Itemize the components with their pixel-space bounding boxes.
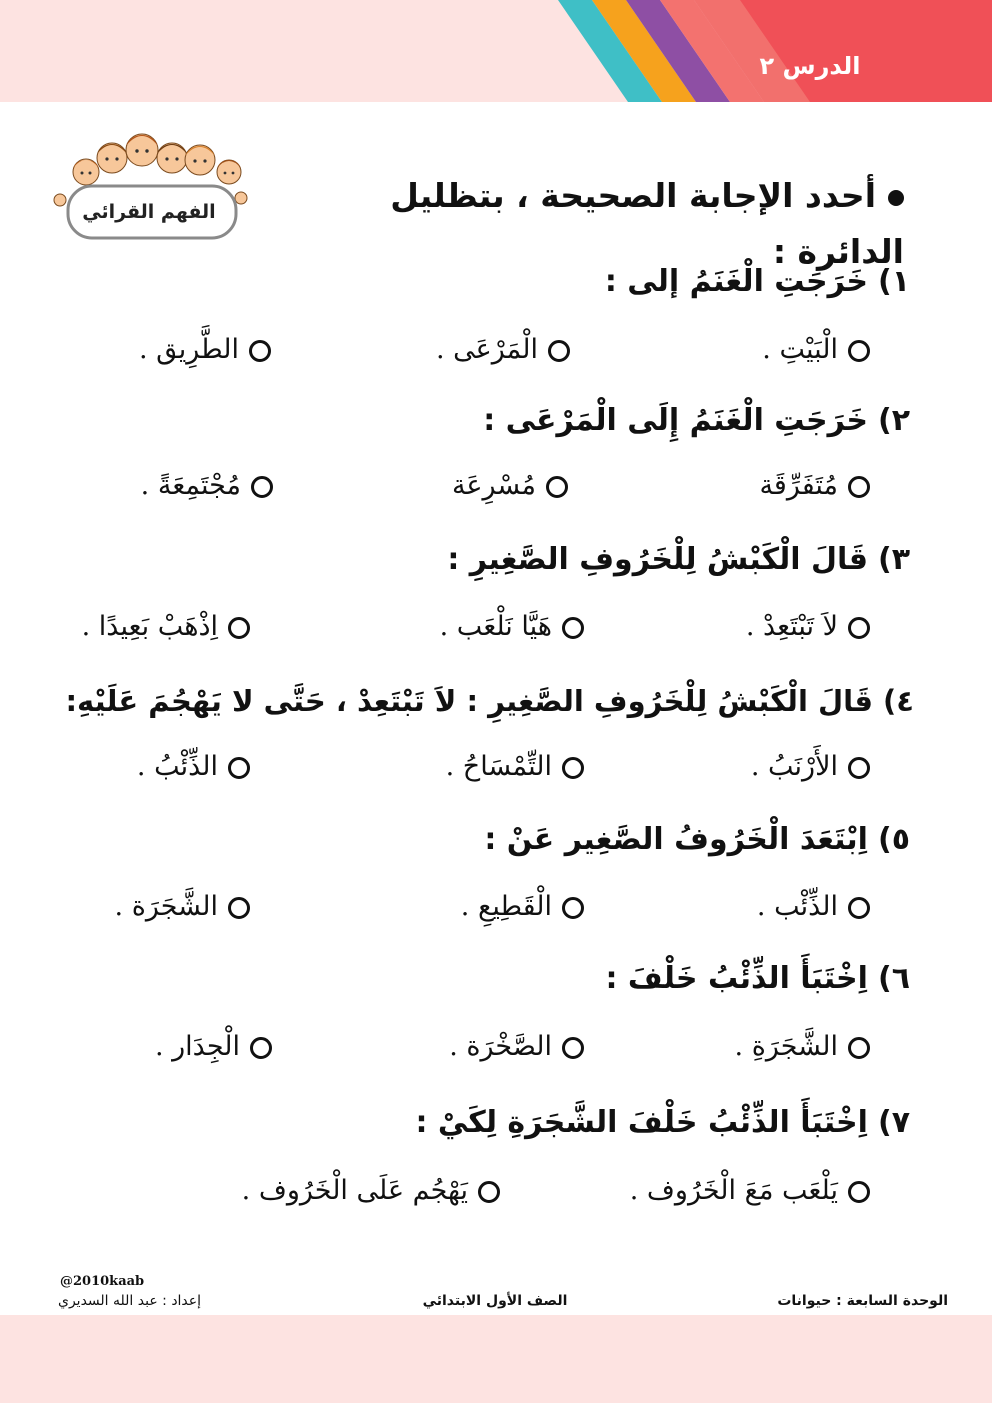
option-1-c[interactable]: الطَّرِيق . <box>139 328 271 372</box>
question-text: قَالَ الْكَبْشُ لِلْخَرُوفِ الصَّغِيرِ : <box>447 542 868 577</box>
answer-circle-icon[interactable] <box>562 897 584 919</box>
question-3 <box>447 535 910 585</box>
option-2-c[interactable]: مُجْتَمِعَةً . <box>141 464 273 508</box>
option-2-a[interactable]: مُتَفَرِّقَة <box>759 464 870 508</box>
question-text: خَرَجَتِ الْغَنَمُ إِلَى الْمَرْعَى : <box>483 403 868 438</box>
option-7-b[interactable]: يَهْجُم عَلَى الْخَرُوف . <box>242 1169 500 1213</box>
answer-circle-icon[interactable] <box>848 617 870 639</box>
answer-circle-icon[interactable] <box>848 340 870 362</box>
question-2 <box>483 396 910 446</box>
option-3-a[interactable]: لاَ تَبْتَعِدْ . <box>746 605 870 649</box>
answer-circle-icon[interactable] <box>848 1037 870 1059</box>
option-1-a[interactable]: الْبَيْتِ . <box>762 328 870 372</box>
header-band <box>0 0 992 102</box>
question-text: اِبْتَعَدَ الْخَرُوفُ الصَّغِير عَنْ : <box>484 822 868 857</box>
option-6-a[interactable]: الشَّجَرَةِ . <box>735 1025 870 1069</box>
option-5-b[interactable]: الْقَطِيعِ . <box>461 885 584 929</box>
option-1-b[interactable]: الْمَرْعَى . <box>436 328 570 372</box>
question-5 <box>484 815 910 865</box>
answer-circle-icon[interactable] <box>848 476 870 498</box>
option-5-c[interactable]: الشَّجَرَة . <box>115 885 250 929</box>
option-4-b[interactable]: التِّمْسَاحُ . <box>446 745 584 789</box>
option-6-c[interactable]: الْجِدَار . <box>155 1025 272 1069</box>
answer-circle-icon[interactable] <box>250 1037 272 1059</box>
option-3-c[interactable]: اِذْهَبْ بَعِيدًا . <box>82 605 250 649</box>
question-number: ٢) <box>877 403 910 438</box>
question-text: اِخْتَبَأَ الذِّئْبُ خَلْفَ الشَّجَرَةِ لِكَيْ : <box>415 1105 868 1140</box>
question-number: ٥) <box>877 822 910 857</box>
question-text: اِخْتَبَأَ الذِّئْبُ خَلْفَ : <box>605 961 868 996</box>
answer-circle-icon[interactable] <box>228 757 250 779</box>
question-number: ٦) <box>877 961 910 996</box>
answer-circle-icon[interactable] <box>562 1037 584 1059</box>
footer-grade: الصف الأول الابتدائي <box>422 1293 568 1309</box>
answer-circle-icon[interactable] <box>249 340 271 362</box>
footer-handle: @2010kaab <box>60 1274 145 1289</box>
option-5-a[interactable]: الذِّئْب . <box>757 885 870 929</box>
answer-circle-icon[interactable] <box>848 757 870 779</box>
question-6 <box>605 954 910 1004</box>
answer-circle-icon[interactable] <box>251 476 273 498</box>
footer-unit: الوحدة السابعة : حيوانات <box>777 1293 948 1309</box>
reading-badge <box>48 128 253 243</box>
option-7-a[interactable]: يَلْعَب مَعَ الْخَرُوف . <box>630 1169 870 1213</box>
option-2-b[interactable]: مُسْرِعَة <box>452 464 568 508</box>
option-6-b[interactable]: الصَّخْرَة . <box>449 1025 584 1069</box>
lesson-title: الدرس ٢ <box>759 52 861 80</box>
question-4 <box>65 676 914 726</box>
instruction-text: أحدد الإجابة الصحيحة ، بتظليل الدائرة : <box>390 176 904 271</box>
answer-circle-icon[interactable] <box>562 617 584 639</box>
answer-circle-icon[interactable] <box>228 897 250 919</box>
question-1 <box>605 257 910 307</box>
answer-circle-icon[interactable] <box>548 340 570 362</box>
question-number: ١) <box>877 264 910 299</box>
option-4-a[interactable]: الأَرْنَبُ . <box>751 745 870 789</box>
answer-circle-icon[interactable] <box>228 617 250 639</box>
question-number: ٤) <box>883 684 914 718</box>
answer-circle-icon[interactable] <box>546 476 568 498</box>
badge-label: الفهم القرائي <box>82 201 216 223</box>
bullet-icon <box>888 190 904 206</box>
question-number: ٧) <box>877 1105 910 1140</box>
question-text: قَالَ الْكَبْشُ لِلْخَرُوفِ الصَّغِيرِ : لاَ تَبْتَعِدْ ، حَتَّى لا يَهْجُمَ عَلَيْهِ: <box>65 684 874 718</box>
option-3-b[interactable]: هَيَّا نَلْعَب . <box>440 605 584 649</box>
question-number: ٣) <box>877 542 910 577</box>
answer-circle-icon[interactable] <box>848 897 870 919</box>
question-text: خَرَجَتِ الْغَنَمُ إلى : <box>604 264 868 299</box>
question-7 <box>415 1098 910 1148</box>
answer-circle-icon[interactable] <box>478 1181 500 1203</box>
footer-band <box>0 1315 992 1403</box>
footer-author: إعداد : عبد الله السديري <box>58 1293 202 1309</box>
answer-circle-icon[interactable] <box>848 1181 870 1203</box>
option-4-c[interactable]: الذِّئْبُ . <box>137 745 250 789</box>
answer-circle-icon[interactable] <box>562 757 584 779</box>
